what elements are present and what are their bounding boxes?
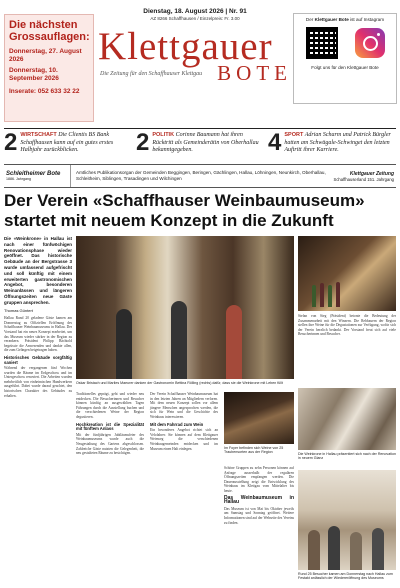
article-subhead: Hochkreation ist die Spezialität mit fünftem Anlass bbox=[76, 421, 144, 432]
person-figure-icon bbox=[328, 526, 340, 570]
bottle-icon bbox=[312, 285, 316, 307]
article-paragraph: Stefan von Sieg (Präsident) betonte die Bedeutung der Zusammenarbeit mit den Winzern. Die Rebbauern der Region stellen ihre Weine für die Degustationen zur Verfügung, wofür sich der Verein herzlich bedankt. Der Vorstand freut sich auf viele Besucherinnen und Besucher. bbox=[298, 314, 396, 337]
teaser-page-number: 2 bbox=[136, 129, 150, 156]
article-column-5 bbox=[298, 314, 396, 339]
article-byline: Thomas Güntert bbox=[4, 307, 33, 313]
logo-word-klettgauer: Klettgauer bbox=[98, 25, 273, 68]
ad-date-1: Donnerstag, 27. August 2026 bbox=[9, 48, 82, 63]
instagram-text: Der Klettgauer Bote ist auf Instagram bbox=[305, 17, 385, 22]
article-lead: Die «Weinkrone» in Hallau ist nach einer fünfwöchigen Renovationsphase wieder geöffnet. Das historische Gebäude an der Bergstrasse 3 wurde umfassend aufgefrischt und soll künftig mit einem erweiterten gastronomischen Angebot, besonderen Weinanlässen und längeren Öffnungszeiten neue Gäste gruppen ansprechen. bbox=[4, 236, 72, 305]
main-photo-caption: Oskar Bristach und Marlies Maeurer danken der Gastronomin Bettina Rölling (rechts) dafür, dass sie die Weinkrone mit Leben füllt bbox=[76, 381, 283, 385]
ad-headline: Die nächsten Grossauflagen: bbox=[9, 19, 90, 43]
teaser-title: Die Clientis BS Bank bbox=[58, 132, 110, 138]
festakt-visitors-photo[interactable] bbox=[298, 470, 396, 570]
teaser-page-number: 2 bbox=[4, 129, 18, 156]
ad-date-2: Donnerstag, 10. September 2026 bbox=[9, 67, 59, 82]
article-headline[interactable]: Der Verein «Schaffhauser Weinbaumuseum» startet mit neuem Konzept in die Zukunft bbox=[4, 191, 365, 230]
teaser-body: Rücktritt als Gemeinderätin von Oberhallau bekanntgegeben. bbox=[152, 139, 259, 153]
teaser-kicker: WIRTSCHAFT bbox=[20, 132, 57, 138]
teaser-kicker: SPORT bbox=[284, 132, 304, 138]
festakt-photo-caption: Rund 25 Besucher kamen am Donnerstag nach Hallau zum Festakt anlässlich der Wiedereröffnung des Museums bbox=[298, 572, 393, 581]
issue-price: AZ 8266 Schaffhausen / Einzelpreis: Fr. 3.00 bbox=[150, 16, 240, 21]
article-subhead: Mit dem Fahrrad zum Wein bbox=[150, 421, 204, 427]
publication-info-bar bbox=[4, 164, 396, 188]
teaser-page-number: 4 bbox=[268, 129, 282, 156]
qr-code-icon[interactable] bbox=[306, 27, 338, 59]
weinkrone-building-photo[interactable] bbox=[298, 388, 396, 450]
article-column-3 bbox=[150, 392, 218, 453]
foyer-wine-photo[interactable] bbox=[224, 392, 294, 444]
teaser-strip bbox=[4, 128, 396, 155]
main-article-photo[interactable] bbox=[76, 236, 294, 379]
building-photo-caption: Die Weinkrone in Hallau präsentiert sich nach der Renovation in neuem Glanz bbox=[298, 452, 397, 461]
article-column-1 bbox=[4, 236, 72, 400]
person-figure-icon bbox=[372, 528, 384, 570]
klettgauer-zeitung-note: Klettgauer Zeitung Schaffhauserland 151. Jahrgang bbox=[333, 170, 394, 182]
article-paragraph: Traditionelles geprägt, geht und wieder neu entdecken. Die Besucherinnen und Besucher können künftig an ausgewählten Tagen Führungen durch die Ausstellung buchen und die verschiedenen Weine der Region degustieren. bbox=[76, 392, 144, 419]
foyer-photo-caption: Im Foyer befinden sich Weine von 25 Traubensorten aus der Region bbox=[224, 446, 284, 455]
person-figure-icon bbox=[116, 309, 132, 379]
teaser-kicker: POLITIK bbox=[152, 132, 175, 138]
person-figure-icon bbox=[171, 301, 187, 379]
teaser-title: Corinne Baumann hat ihren bbox=[175, 132, 243, 138]
article-column-2 bbox=[76, 392, 144, 458]
teaser-body: Bürgler hatten am Schwägale-Schwinget den letzten Auftritt ihrer Karriere. bbox=[284, 132, 391, 153]
logo-tagline: Die Zeitung für den Schaffhauser Klettgau bbox=[100, 71, 203, 77]
teaser-sport[interactable] bbox=[268, 129, 396, 156]
teaser-body: Schaffhausen kann auf ein gutes erstes Halbjahr zurückblicken. bbox=[20, 139, 114, 153]
person-figure-icon bbox=[350, 532, 362, 570]
wine-shelf-photo[interactable] bbox=[298, 236, 396, 311]
masthead-logo[interactable] bbox=[98, 25, 294, 85]
bottle-icon bbox=[320, 283, 324, 307]
issue-date: Dienstag, 18. August 2026 | Nr. 91 bbox=[143, 8, 247, 15]
grossauflage-ad[interactable] bbox=[4, 14, 94, 122]
article-paragraph: Mit der fünfjährigen Jubiläumsfeier des Weinbaumuseums wurde auch die Neugestaltung des Gartens abgeschlossen. Zahlreiche Gäste nutzten die Gelegenheit, die neu gestalteten Räume zu besichtigen. bbox=[76, 432, 144, 456]
instagram-icon[interactable] bbox=[355, 28, 385, 58]
bottle-icon bbox=[328, 285, 332, 307]
logo-word-bote: BOTE bbox=[217, 61, 292, 85]
article-section-head: Das Weinbaumuseum in Hallau bbox=[224, 494, 294, 506]
bottle-icon bbox=[336, 282, 340, 307]
official-publication-note: Amtliches Publikationsorgan der Gemeinden Beggingen, Beringen, Gächlingen, Hallau, Löhningen, Neunkirch, Oberhallau, Schleitheim, Siblingen, Trasadingen und Wilchingen bbox=[76, 170, 326, 181]
article-paragraph: Schöne Gruppen zu zehn Personen können auf Anfrage ausserhalb der regulären Öffnungszeiten empfangen werden. Die Dauerausstellung zeigt die Entwicklung des Weinbaus im Klettgau vom Mittelalter bis heute. bbox=[224, 466, 294, 493]
instagram-handle: Folgt uns für den Klettgauer Bote bbox=[311, 65, 379, 70]
article-column-4 bbox=[224, 466, 294, 527]
ad-phone: Inserate: 052 633 32 22 bbox=[9, 88, 80, 95]
article-paragraph: Hallau Rund 20 geladene Gäste kamen am Donnerstag zu Offiziellen Eröffnung des Schaffhauser Weinbaumuseums in Hallau. Der Vorstand hat ein neues Konzept erarbeitet, um das Museum wieder stärker in der Region zu verankern. Präsident Philipp Bächtold begrüsste die Anwesenden und dankte allen, die zum Gelingen beigetragen haben. bbox=[4, 316, 72, 353]
instagram-promo[interactable] bbox=[293, 13, 397, 104]
issue-info bbox=[100, 8, 290, 21]
article-paragraph: Ein besonderes Angebot richtet sich an Velofahrer. Sie können auf dem Klettgauer Weinweg die verschiedenen Weinbaugemeinden entdecken und im Museum einen Halt einlegen. bbox=[150, 428, 218, 451]
article-paragraph: Der Verein Schaffhauser Weinbaumuseum hat in den letzten Jahren an Mitgliedern verloren. Mit dem neuen Konzept sollen vor allem jüngere Menschen angesprochen werden, die sich für Wein und die Geschichte des Weinbaus interessieren. bbox=[150, 392, 218, 419]
teaser-wirtschaft[interactable] bbox=[4, 129, 132, 156]
person-figure-icon bbox=[226, 305, 242, 379]
teaser-title: Adrian Scharm und Patrick bbox=[304, 132, 371, 138]
teaser-politik[interactable] bbox=[136, 129, 264, 156]
article-paragraph: Das Museum ist von Mai bis Oktober jeweils am Samstag und Sonntag geöffnet. Weitere Informationen sind auf der Webseite des Vereins zu finden. bbox=[224, 506, 294, 525]
schleitheimer-bote-logo: Schleitheimer Bote 1886. Jahrgang bbox=[4, 165, 71, 187]
article-subhead: Historisches Gebäude sorgfältig saniert bbox=[4, 354, 72, 365]
person-figure-icon bbox=[308, 530, 320, 570]
article-paragraph: Während der vergangenen fünf Wochen wurden die Räume im Erdgeschoss und im Untergeschoss renoviert. Die Arbeiten wurden mehrheitlich von einheimischen Handwerkern ausgeführt. Dabei wurde darauf geachtet, den historischen Charakter des Gebäudes zu erhalten. bbox=[4, 366, 72, 398]
